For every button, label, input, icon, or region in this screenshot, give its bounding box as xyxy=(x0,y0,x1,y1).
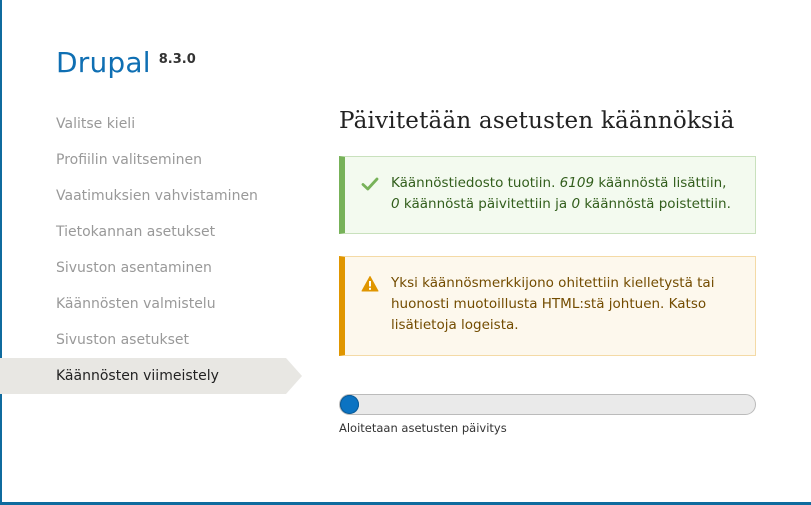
main-content xyxy=(339,108,756,435)
removed-count: 0 xyxy=(571,196,581,212)
progress-section xyxy=(339,394,756,435)
progress-label: Aloitetaan asetusten päivitys xyxy=(339,421,507,435)
step-item-prepare-translations: Käännösten valmistelu xyxy=(56,296,216,312)
step-item-select-language: Valitse kieli xyxy=(56,116,136,132)
step-item-database-settings: Tietokannan asetukset xyxy=(56,224,216,240)
install-steps-list xyxy=(0,106,303,394)
status-message-text: Käännöstiedosto tuotiin. 6109 käännöstä lisättiin, 0 käännöstä päivitettiin ja 0 käännöstä poistettiin. xyxy=(391,175,731,212)
page-title: Päivitetään asetusten käännöksiä xyxy=(339,108,735,134)
progress-bar-fill xyxy=(340,395,359,414)
step-item-verify-requirements: Vaatimuksien vahvistaminen xyxy=(56,188,258,204)
warning-icon xyxy=(361,275,379,293)
version-label: 8.3.0 xyxy=(158,52,196,67)
status-message xyxy=(339,156,756,234)
warning-message-text: Yksi käännösmerkkijono ohitettiin kielletystä tai huonosti muotoillusta HTML:stä johtuen. Katso lisätietoja logeista. xyxy=(391,275,715,333)
site-branding xyxy=(56,46,196,79)
warning-message xyxy=(339,256,756,356)
step-item-finish-translations: Käännösten viimeistely xyxy=(0,358,286,394)
drupal-logo-text: Drupal xyxy=(56,46,151,79)
added-count: 6109 xyxy=(559,175,595,191)
check-icon xyxy=(361,175,379,193)
step-item-select-profile: Profiilin valitseminen xyxy=(56,152,202,168)
progress-bar xyxy=(339,394,756,415)
updated-count: 0 xyxy=(391,196,400,212)
step-item-install-site: Sivuston asentaminen xyxy=(56,260,212,276)
step-item-site-settings: Sivuston asetukset xyxy=(56,332,189,348)
